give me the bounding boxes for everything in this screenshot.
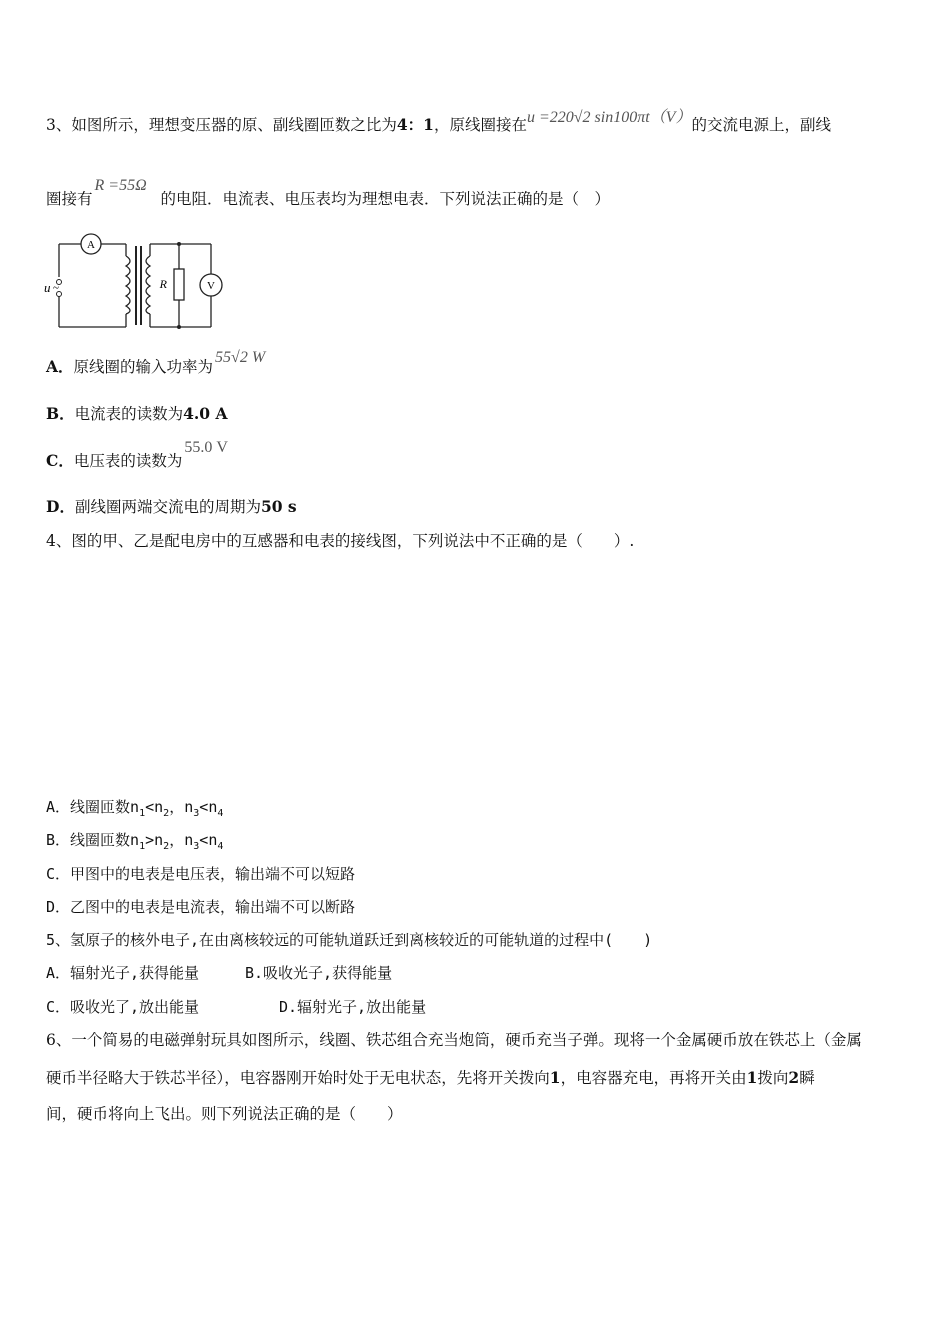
switch-position: 1 bbox=[549, 1068, 561, 1087]
source-label: u bbox=[44, 280, 51, 295]
voltmeter-label: V bbox=[207, 280, 215, 292]
option-text: 电流表的读数为 bbox=[74, 405, 184, 423]
q3-formula-u: u =220√2 sin100πt（V） bbox=[526, 109, 692, 126]
q3-option-c bbox=[46, 439, 228, 472]
option-formula: 55.0 V bbox=[184, 439, 228, 456]
q3-formula-r: R =55Ω bbox=[94, 177, 147, 194]
q5-option-c: C．吸收光了,放出能量 bbox=[46, 998, 200, 1016]
comma: ， bbox=[169, 831, 185, 849]
source-ac-symbol: ~ bbox=[53, 282, 59, 294]
stem-text: 瞬 bbox=[799, 1069, 815, 1087]
option-text: 原线圈的输入功率为 bbox=[73, 358, 214, 376]
symbol-n: n bbox=[208, 831, 218, 849]
symbol-n: n bbox=[208, 798, 218, 816]
switch-position: 2 bbox=[788, 1068, 800, 1087]
stem-text: 拨向 bbox=[757, 1069, 789, 1087]
subscript: 4 bbox=[217, 841, 224, 852]
less-than: < bbox=[145, 798, 155, 816]
q3-option-d bbox=[46, 497, 297, 517]
q3-stem-text-2: ，原线圈接在 bbox=[433, 116, 527, 134]
subscript: 3 bbox=[193, 808, 200, 819]
symbol-n: n bbox=[130, 831, 140, 849]
option-text: B．线圈匝数 bbox=[46, 831, 131, 849]
comma: ， bbox=[169, 798, 185, 816]
option-text: 副线圈两端交流电的周期为 bbox=[74, 498, 261, 516]
q3-stem-text-5: 的电阻．电流表、电压表均为理想电表．下列说法正确的是（ ） bbox=[160, 190, 611, 208]
q5-option-a: A．辐射光子,获得能量 bbox=[46, 964, 200, 982]
q5-stem: 5、氢原子的核外电子,在由离核较远的可能轨道跃迁到离核较近的可能轨道的过程中( ) bbox=[46, 931, 653, 949]
q5-option-d: D.辐射光子,放出能量 bbox=[279, 998, 427, 1016]
subscript: 1 bbox=[139, 841, 146, 852]
option-label: A． bbox=[46, 357, 74, 376]
q4-option-a bbox=[46, 797, 223, 824]
resistor-icon bbox=[174, 269, 184, 300]
q3-option-b bbox=[46, 404, 228, 424]
option-text: A．线圈匝数 bbox=[46, 798, 131, 816]
option-value: 4.0 A bbox=[183, 404, 228, 423]
q3-stem-line1 bbox=[46, 109, 831, 136]
subscript: 1 bbox=[139, 808, 146, 819]
stem-text: ，电容器充电，再将开关由 bbox=[560, 1069, 747, 1087]
symbol-n: n bbox=[130, 798, 140, 816]
q6-stem-line3: 间，硬币将向上飞出。则下列说法正确的是（ ） bbox=[46, 1105, 403, 1123]
resistor-label: R bbox=[159, 277, 167, 291]
q4-option-b bbox=[46, 830, 223, 857]
q3-stem-text: 3、如图所示，理想变压器的原、副线圈匝数之比为 bbox=[46, 116, 397, 134]
symbol-n: n bbox=[154, 798, 164, 816]
q3-stem-text-4: 圈接有 bbox=[46, 190, 93, 208]
ammeter-label: A bbox=[87, 239, 95, 251]
q3-stem-text-3: 的交流电源上，副线 bbox=[691, 116, 831, 134]
q3-ratio: 4：1 bbox=[396, 115, 434, 134]
q5-option-b: B.吸收光子,获得能量 bbox=[245, 964, 393, 982]
option-label: D． bbox=[46, 497, 75, 516]
symbol-n: n bbox=[154, 831, 164, 849]
q4-option-d: D．乙图中的电表是电流表，输出端不可以断路 bbox=[46, 898, 356, 916]
subscript: 3 bbox=[193, 841, 200, 852]
subscript: 2 bbox=[163, 808, 170, 819]
junction-dot-top bbox=[177, 242, 181, 246]
subscript: 4 bbox=[217, 808, 224, 819]
switch-position: 1 bbox=[746, 1068, 758, 1087]
option-value: 50 s bbox=[260, 497, 297, 516]
symbol-n: n bbox=[184, 831, 194, 849]
less-than: < bbox=[199, 831, 209, 849]
q4-option-c: C．甲图中的电表是电压表，输出端不可以短路 bbox=[46, 865, 356, 883]
subscript: 2 bbox=[163, 841, 170, 852]
option-label: C． bbox=[46, 451, 74, 470]
q4-figure-area bbox=[46, 565, 906, 785]
greater-than: > bbox=[145, 831, 155, 849]
q3-option-a bbox=[46, 349, 266, 378]
option-text: 电压表的读数为 bbox=[73, 452, 183, 470]
q3-stem-line2 bbox=[46, 177, 611, 210]
q6-stem-line2 bbox=[46, 1068, 815, 1088]
option-label: B． bbox=[46, 404, 75, 423]
option-formula: 55√2 W bbox=[215, 349, 266, 366]
transformer-circuit-diagram bbox=[40, 232, 230, 332]
junction-dot-bottom bbox=[177, 325, 181, 329]
symbol-n: n bbox=[184, 798, 194, 816]
less-than: < bbox=[199, 798, 209, 816]
q4-stem: 4、图的甲、乙是配电房中的互感器和电表的接线图，下列说法中不正确的是（ ）. bbox=[46, 532, 635, 550]
stem-text: 硬币半径略大于铁芯半径），电容器刚开始时处于无电状态，先将开关拨向 bbox=[46, 1069, 550, 1087]
q6-stem-line1: 6、一个简易的电磁弹射玩具如图所示，线圈、铁芯组合充当炮筒，硬币充当子弹。现将一个金属硬币放在铁芯上（金属 bbox=[46, 1031, 862, 1049]
